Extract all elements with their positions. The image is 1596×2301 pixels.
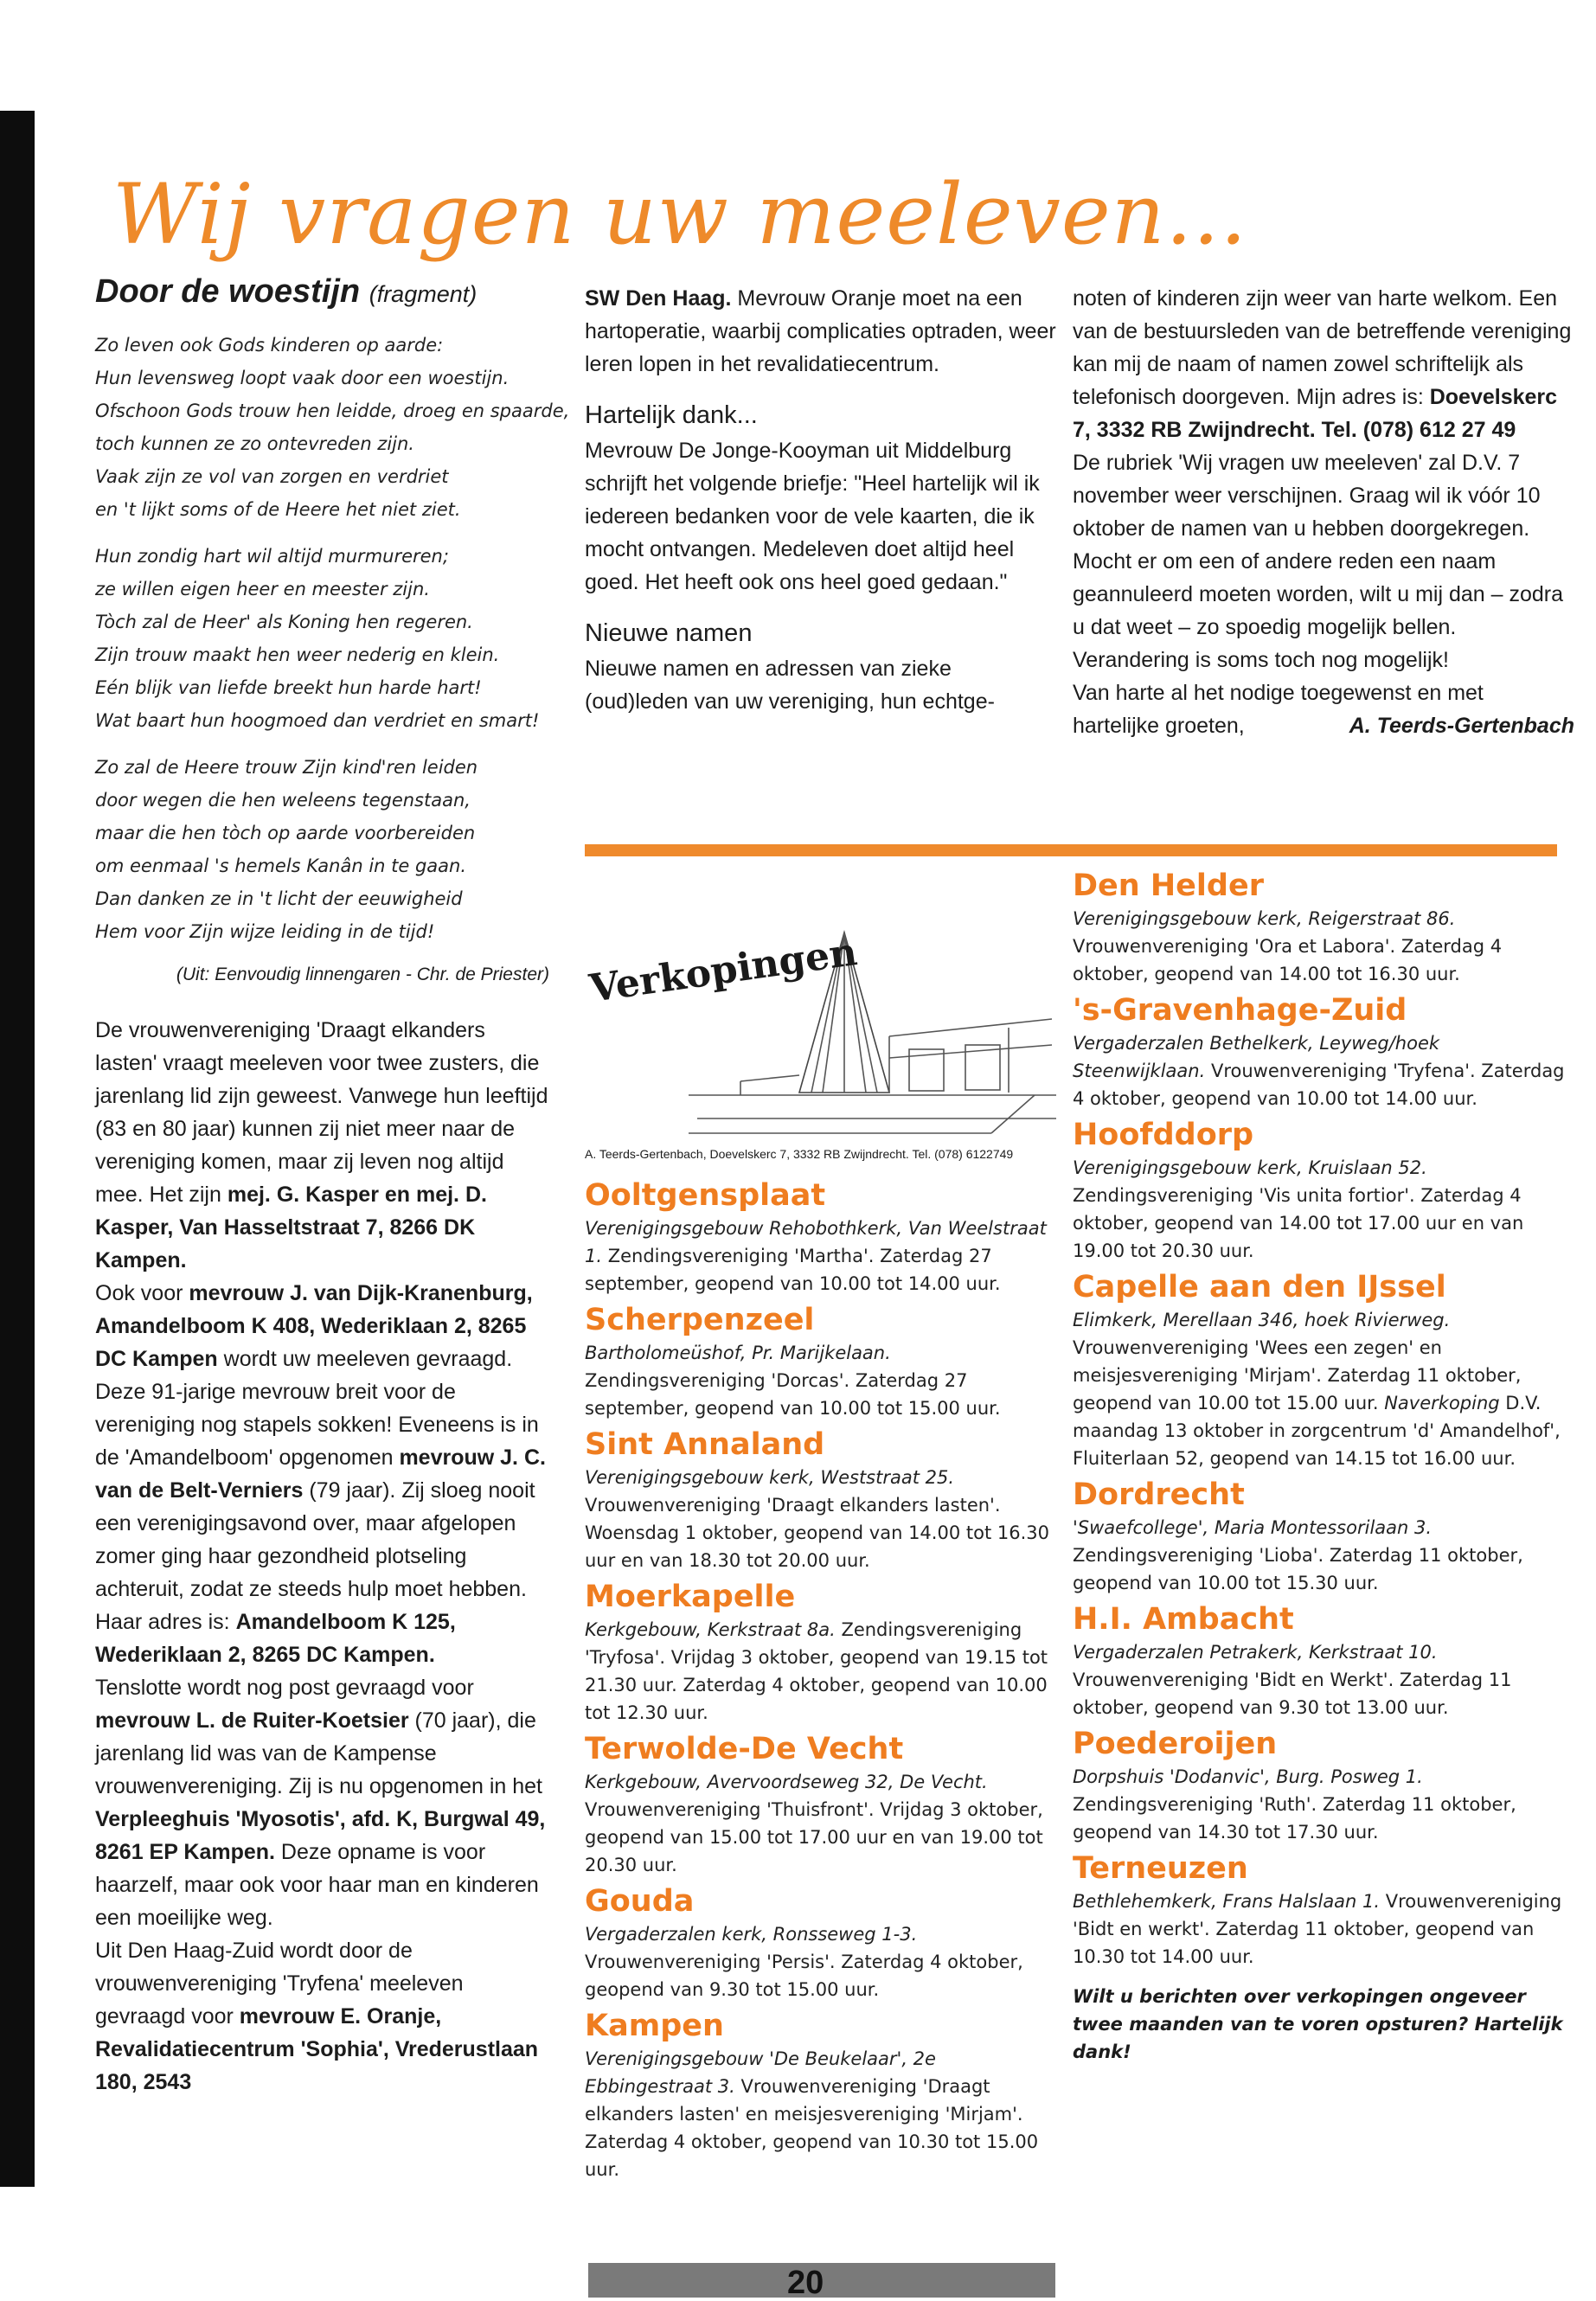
sale-place: H.I. Ambacht [1073,1602,1294,1637]
magazine-page [35,111,1596,2301]
poem-line: Hun levensweg loopt vaak door een woestijn. [95,368,510,388]
sale-info: Zendingsvereniging 'Dorcas'. Zaterdag 27 september, geopend van 10.00 tot 15.00 uur. [585,1370,1001,1419]
poem-subtitle: (fragment) [369,281,478,307]
paragraph [1073,676,1574,742]
sale-venue: Vergaderzalen Bethelkerk, Leyweg/hoek Steenwijklaan. [1073,1033,1440,1081]
poem-line: Hun zondig hart wil altijd murmureren; [95,546,449,567]
logo-caption: A. Teerds-Gertenbach, Doevelskerc 7, 3332 RB Zwijndrecht. Tel. (078) 6122749 [585,1147,1014,1161]
sale-details [585,1768,1056,1879]
text-run: De vrouwenvereniging 'Draagt elkanders lasten' vraagt meeleven voor twee zusters, die jarenlang lid zijn geweest. Vanwege hun leeftijd (83 en 80 jaar) kunnen zij niet meer naar de vereniging komen, maar zij leven nog altijd mee. Het zijn [95,1018,548,1207]
sale-venue: 'Swaefcollege', Maria Montessorilaan 3. [1073,1517,1433,1538]
sale-details [1073,1888,1574,1971]
paragraph: De rubriek 'Wij vragen uw meeleven' zal D.V. 7 november weer verschijnen. Graag wil ik vóór 10 oktober de namen van u hebben doorgekregen. Mocht er om een of andere reden een naam geannuleerd moeten worden, wilt u mij dan – zodra u dat weet – zo spoedig mogelijk bellen. Verandering is soms toch nog mogelijk! [1073,451,1564,672]
paragraph [95,1934,549,2099]
sale-details [585,1215,1056,1298]
scan-edge [0,111,35,2187]
address: mevrouw E. Oranje, Revalidatiecentrum 'Sophia', Vrederustlaan 180, 2543 [95,2004,539,2094]
column-3 [1073,282,1574,742]
poem-line: maar die hen tòch op aarde voorbereiden [95,823,476,843]
sale-info: Zendingsvereniging 'Tryfosa'. Vrijdag 3 oktober, geopend van 19.15 tot 21.30 uur. Zaterdag 4 oktober, geopend van 10.00 tot 12.30 uur. [585,1619,1048,1723]
page-headline: Wij vragen uw meeleven... [112,166,1248,263]
sale-venue: Verenigingsgebouw kerk, Weststraat 25. [585,1467,955,1488]
paragraph [95,1277,549,1671]
text-run: Mevrouw Oranje moet na een hartoperatie, waarbij complicaties optraden, weer leren lopen in het revalidatiecentrum. [585,286,1056,376]
sale-place: Ooltgensplaat [585,1178,826,1213]
sale-venue: Verenigingsgebouw kerk, Kruislaan 52. [1073,1157,1427,1178]
address: Verpleeghuis 'Myosotis', afd. K, Burgwal 49, 8261 EP Kampen. [95,1807,546,1864]
paragraph [1073,282,1574,446]
sale-info: Zendingsvereniging 'Ruth'. Zaterdag 11 oktober, geopend van 14.30 tot 17.30 uur. [1073,1794,1516,1843]
sale-entry [585,1882,1056,2003]
sale-details [585,1920,1056,2003]
sale-entry [1073,1268,1574,1472]
sale-info: Zendingsvereniging 'Martha'. Zaterdag 27 september, geopend van 10.00 tot 14.00 uur. [585,1246,1001,1294]
sale-entry [585,1176,1056,1298]
sale-entry [1073,991,1574,1112]
sale-details [585,1339,1056,1422]
poem-line: Ofschoon Gods trouw hen leidde, droeg en spaarde, [95,401,570,421]
sale-place: Sint Annaland [585,1427,825,1462]
section-divider [585,844,1557,856]
sale-venue: Kerkgebouw, Avervoordseweg 32, De Vecht. [585,1772,988,1792]
person-name: mevrouw L. de Ruiter-Koetsier [95,1708,409,1733]
sale-details [1073,1638,1574,1721]
text-run: wordt uw meeleven gevraagd. Deze 91-jarige mevrouw breit voor de vereniging nog stapels sokken! Eveneens is in de 'Amandelboom' opgenomen [95,1347,539,1470]
sale-entry [585,1730,1056,1879]
sale-entry [1073,1849,1574,1971]
sale-info: Vrouwenvereniging 'Bidt en werkt'. Zaterdag 11 oktober, geopend van 10.30 tot 14.00 uur. [1073,1891,1562,1967]
poem-title-text: Door de woestijn [95,273,361,310]
church-illustration [585,881,1056,1140]
poem-stanza-2 [95,540,549,737]
logo-word: Verkopingen [586,930,860,1011]
poem-line: en 't lijkt soms of de Heere het niet ziet. [95,499,461,520]
column-1 [95,271,570,2099]
sale-venue: Verenigingsgebouw kerk, Reigerstraat 86. [1073,908,1456,929]
sale-info: Vrouwenvereniging 'Ora et Labora'. Zaterdag 4 oktober, geopend van 14.00 tot 16.30 uur. [1073,936,1503,984]
text-run: noten of kinderen zijn weer van harte welkom. Een van de bestuursleden van de betreffende vereniging kan mij de naam of namen zowel schriftelijk als telefonisch doorgeven. Mijn adres is: [1073,286,1572,409]
poem-line: Dan danken ze in 't licht der eeuwigheid [95,888,463,909]
sales-closing-note: Wilt u berichten over verkopingen ongeveer twee maanden van te voren opsturen? Hartelijk dank! [1073,1986,1563,2062]
text-run: (79 jaar). Zij sloeg nooit een verenigingsavond over, maar afgelopen zomer ging haar gezondheid plotseling achteruit, zodat ze steeds hulp moet hebben. Haar adres is: [95,1478,535,1634]
poem-line: Vaak zijn ze vol van zorgen en verdriet [95,466,449,487]
sale-venue: Kerkgebouw, Kerkstraat 8a. [585,1619,836,1640]
sale-venue: Verenigingsgebouw 'De Beukelaar', 2e Ebbingestraat 3. [585,2048,936,2097]
sale-place: Scherpenzeel [585,1303,815,1337]
sale-details [1073,1029,1574,1112]
sale-info: Vrouwenvereniging 'Bidt en Werkt'. Zaterdag 11 oktober, geopend van 9.30 tot 13.00 uur. [1073,1670,1512,1718]
person-name: mevrouw J. C. van de Belt-Verniers [95,1445,546,1503]
sale-place: Terwolde-De Vecht [585,1732,904,1766]
sale-info: Vrouwenvereniging 'Draagt elkanders lasten'. Woensdag 1 oktober, geopend van 14.00 tot 16.30 uur en van 18.30 tot 20.00 uur. [585,1495,1049,1571]
poem-line: Zo zal de Heere trouw Zijn kind'ren leiden [95,757,478,778]
sale-details [585,1464,1056,1574]
text-run: Tenslotte wordt nog post gevraagd voor [95,1676,474,1700]
sale-entry [1073,1600,1574,1721]
sale-details [585,1616,1056,1727]
poem-line: Tòch zal de Heer' als Koning hen regeren. [95,612,473,632]
poem-line: Eén blijk van liefde breekt hun harde hart! [95,677,482,698]
subheading-new-names: Nieuwe namen [585,619,753,647]
poem-line: Wat baart hun hoogmoed dan verdriet en smart! [95,710,540,731]
sale-venue: Dorpshuis 'Dodanvic', Burg. Posweg 1. [1073,1766,1423,1787]
address: Doevelskerc 7, 3332 RB Zwijndrecht. Tel. (078) 612 27 49 [1073,385,1558,442]
sale-details [1073,1763,1574,1846]
poem-stanza-3 [95,751,549,948]
sale-entry [585,1301,1056,1422]
subheading-thanks: Hartelijk dank... [585,401,758,429]
sale-entry [1073,1725,1574,1846]
sale-info: Zendingsvereniging 'Vis unita fortior'. Zaterdag 4 oktober, geopend van 14.00 tot 17.00 uur en van 19.00 tot 20.30 uur. [1073,1185,1524,1261]
sale-place: Den Helder [1073,868,1264,903]
sales-column-left [585,1173,1056,2183]
poem-stanza-1 [95,329,570,526]
text-run: Van harte al het nodige toegewenst en met hartelijke groeten, [1073,681,1484,738]
text-run: Ook voor [95,1281,189,1305]
paragraph: Mevrouw De Jonge-Kooyman uit Middelburg schrijft het volgende briefje: "Heel hartelijk wil ik iedereen bedanken voor de vele kaarten, die ik mocht ontvangen. Medeleven doet altijd heel goed. Het heeft ook ons heel goed gedaan." [585,439,1040,594]
paragraph [95,1671,549,1934]
text-run: (70 jaar), die jarenlang lid was van de Kampense vrouwenvereniging. Zij is nu opgenomen in het [95,1708,542,1798]
poem-line: Zijn trouw maakt hen weer nederig en klein. [95,644,500,665]
sale-venue: Elimkerk, Merellaan 346, hoek Rivierweg. [1073,1310,1451,1330]
sale-details [585,2045,1056,2183]
address: mevrouw J. van Dijk-Kranenburg, Amandelboom K 408, Wederiklaan 2, 8265 DC Kampen [95,1281,533,1371]
sale-place: Gouda [585,1884,695,1919]
poem-line: door wegen die hen weleens tegenstaan, [95,790,471,811]
column-2 [585,282,1056,718]
text-run: Uit Den Haag-Zuid wordt door de vrouwenvereniging 'Tryfena' meeleven gevraagd voor [95,1939,464,2029]
sale-place: Kampen [585,2009,724,2043]
poem-title [95,271,549,315]
sale-info: Zendingsvereniging 'Lioba'. Zaterdag 11 oktober, geopend van 10.00 tot 15.30 uur. [1073,1545,1523,1593]
sale-place: 's-Gravenhage-Zuid [1073,993,1407,1028]
sale-entry [1073,1116,1574,1265]
sale-venue: Bethlehemkerk, Frans Halslaan 1. [1073,1891,1381,1912]
sale-venue: Vergaderzalen kerk, Ronsseweg 1-3. [585,1924,918,1945]
sales-column-right [1073,863,1574,2066]
sale-place: Hoofddorp [1073,1118,1254,1152]
sale-entry [1073,867,1574,988]
sale-place: Terneuzen [1073,1851,1248,1886]
sale-venue: Verenigingsgebouw Rehobothkerk, Van Weelstraat 1. [585,1218,1047,1266]
sale-note: D.V. maandag 13 oktober in zorgcentrum 'd' Amandelhof', Fluiterlaan 52, geopend van 14.15 tot 16.00 uur. [1073,1393,1561,1469]
paragraph [585,282,1056,381]
sale-entry [585,1578,1056,1727]
page-number: 20 [787,2265,824,2301]
address: SW Den Haag. [585,286,732,311]
poem-line: Zo leven ook Gods kinderen op aarde: [95,335,444,356]
sale-info: Vrouwenvereniging 'Tryfena'. Zaterdag 4 oktober, geopend van 10.00 tot 14.00 uur. [1073,1061,1565,1109]
sale-details [1073,905,1574,988]
sale-place: Moerkapelle [585,1580,796,1614]
address: Amandelboom K 125, Wederiklaan 2, 8265 DC Kampen. [95,1610,456,1667]
poem-line: Hem voor Zijn wijze leiding in de tijd! [95,921,435,942]
sale-entry [585,2007,1056,2183]
poem-source: (Uit: Eenvoudig linnengaren - Chr. de Priester) [176,965,549,984]
sale-entry [1073,1476,1574,1597]
poem-line: ze willen eigen heer en meester zijn. [95,579,430,599]
sale-place: Capelle aan den IJssel [1073,1270,1446,1304]
sale-details [1073,1306,1574,1472]
sale-note-label: Naverkoping [1384,1393,1500,1413]
signature: A. Teerds-Gertenbach [1349,714,1574,738]
sale-details [1073,1514,1574,1597]
paragraph [95,1014,549,1277]
verkopingen-logo [585,881,1056,1140]
sale-details [1073,1154,1574,1265]
sale-venue: Vergaderzalen Petrakerk, Kerkstraat 10. [1073,1642,1438,1663]
sale-venue: Bartholomeüshof, Pr. Marijkelaan. [585,1343,891,1363]
sale-place: Poederoijen [1073,1727,1278,1761]
text-run: Deze opname is voor haarzelf, maar ook voor haar man en kinderen een moeilijke weg. [95,1840,539,1930]
sale-info: Vrouwenvereniging 'Draagt elkanders lasten' en meisjesvereniging 'Mirjam'. Zaterdag 4 oktober, geopend van 10.30 tot 15.00 uur. [585,2076,1039,2180]
poem-line: om eenmaal 's hemels Kanân in te gaan. [95,856,467,876]
poem-line: toch kunnen ze zo ontevreden zijn. [95,433,414,454]
address: mej. G. Kasper en mej. D. Kasper, Van Hasseltstraat 7, 8266 DK Kampen. [95,1183,487,1272]
sale-info: Vrouwenvereniging 'Persis'. Zaterdag 4 oktober, geopend van 9.30 tot 15.00 uur. [585,1952,1023,2000]
sale-place: Dordrecht [1073,1477,1245,1512]
paragraph: Nieuwe namen en adressen van zieke (oud)leden van uw vereniging, hun echtge- [585,657,995,714]
sale-info: Vrouwenvereniging 'Wees een zegen' en meisjesvereniging 'Mirjam'. Zaterdag 11 oktober, geopend van 10.00 tot 15.00 uur. [1073,1337,1522,1413]
sale-entry [585,1426,1056,1574]
sale-info: Vrouwenvereniging 'Thuisfront'. Vrijdag 3 oktober, geopend van 15.00 tot 17.00 uur en van 19.00 tot 20.30 uur. [585,1799,1043,1875]
